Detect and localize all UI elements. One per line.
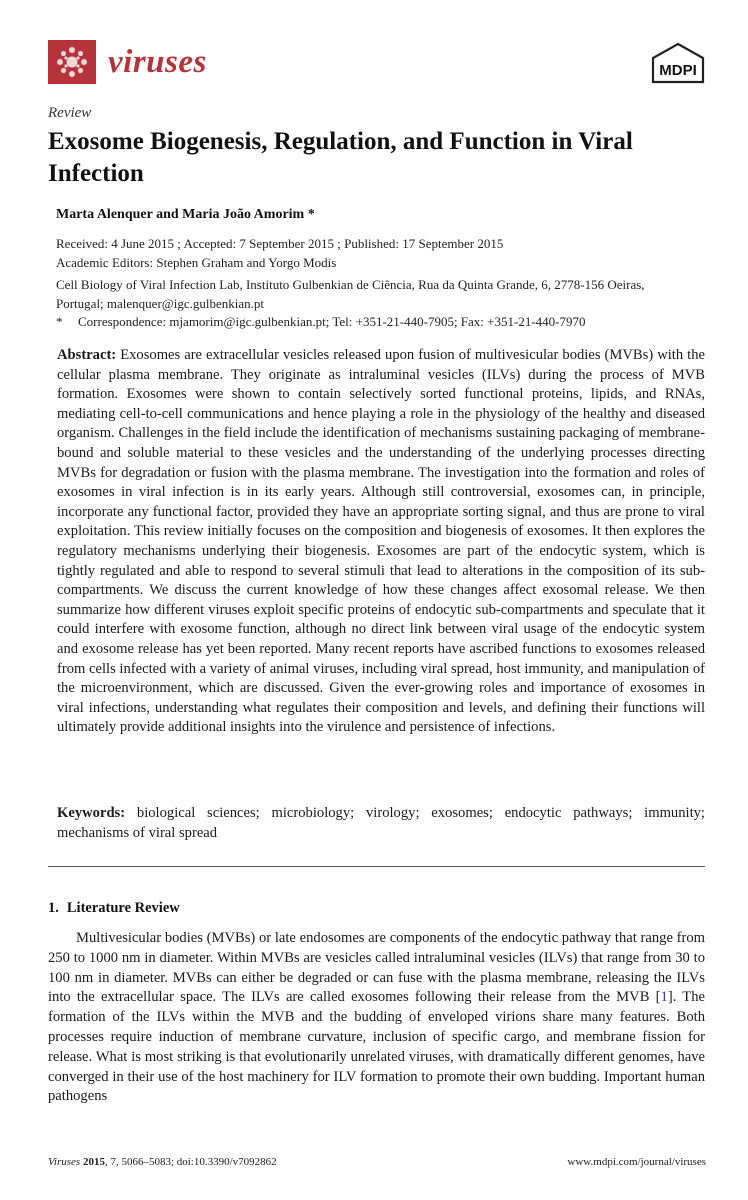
correspondence-text: Correspondence: mjamorim@igc.gulbenkian.pt; Tel: +351-21-440-7905; Fax: +351-21-440-7970 <box>78 314 586 329</box>
abstract-text: Exosomes are extracellular vesicles released upon fusion of multivesicular bodies (MVBs) with the cellular plasma membrane. They originate as intraluminal vesicles (ILVs) during the process of MVB formation. Exosomes were shown to contain selectively sorted functional proteins, lipids, and RNAs, mediating cell-to-cell communications and hence playing a role in the physiology of the healthy and diseased organism. Challenges in the field include the identification of mechanisms sustaining packaging of membrane-bound and soluble material to these vesicles and the understanding of the underlying processes directing MVBs for degradation or fusion with the plasma membrane. The investigation into the formation and roles of exosomes in viral infection is in its early years. Although still controversial, exosomes can, in principle, incorporate any functional factor, provided they have an appropriate sorting signal, and thus are prone to viral exploitation. This review initially focuses on the composition and biogenesis of exosomes. It then explores the regulatory mechanisms underlying their biogenesis. Exosomes are part of the endocytic system, which is tightly regulated and able to respond to several stimuli that lead to alterations in the composition of its sub-compartments. We discuss the current knowledge of how these changes affect exosomal release. We then summarize how different viruses exploit specific proteins of endocytic sub-compartments and speculate that it could interfere with exosome function, although no direct link between viral usage of the endocytic system and exosome release has yet been reported. Many recent reports have ascribed functions to exosomes released from cells infected with a variety of animal viruses, including viral spread, host immunity, and manipulation of the microenvironment, which are discussed. Given the ever-growing roles and importance of exosomes in viral infections, understanding what regulates their composition and levels, and defining their functions will ultimately provide additional insights into the virulence and persistence of infections. <box>57 347 705 736</box>
affiliation-block <box>56 275 716 313</box>
mdpi-logo-text: MDPI <box>659 62 697 79</box>
footer-citation-text: , 7, 5066–5083; doi:10.3390/v7092862 <box>104 1156 277 1168</box>
footer-citation <box>48 1156 277 1168</box>
mdpi-logo-icon <box>650 42 706 84</box>
abstract <box>57 346 705 738</box>
section-title: Literature Review <box>66 900 180 916</box>
correspondence-marker: * <box>56 314 63 329</box>
article-title: Exosome Biogenesis, Regulation, and Function in Viral Infection <box>48 128 633 187</box>
keywords-text: biological sciences; microbiology; virology; exosomes; endocytic pathways; immunity; mechanisms of viral spread <box>57 805 705 841</box>
affiliation-line-2: Portugal; malenquer@igc.gulbenkian.pt <box>56 296 265 311</box>
keywords <box>57 803 705 843</box>
footer-year: 2015 <box>82 1156 105 1168</box>
correspondence <box>56 314 585 330</box>
abstract-label: Abstract: <box>57 347 117 363</box>
journal-logo <box>48 40 96 84</box>
article-dates-block <box>56 234 716 272</box>
authors: Marta Alenquer and Maria João Amorim * <box>56 207 315 222</box>
section-number: 1. <box>48 900 59 916</box>
article-type: Review <box>48 105 92 121</box>
journal-header <box>48 40 706 86</box>
citation-link[interactable]: 1 <box>660 989 668 1006</box>
body-text-part-2: ]. The formation of the ILVs within the MVB and the budding of enveloped virions share many features. Both processes require induction of membrane curvature, inclusion of specific cargo, and membrane fission for release. What is most striking is that evolutionarily unrelated viruses, with dramatically different genomes, have converged in their use of the host machinery for ILV formation to promote their own budding. Important human pathogens <box>48 989 705 1105</box>
section-heading <box>48 900 180 917</box>
journal-name: viruses <box>108 44 207 80</box>
keywords-label: Keywords: <box>57 805 126 821</box>
affiliation-line-1: Cell Biology of Viral Infection Lab, Instituto Gulbenkian de Ciência, Rua da Quinta Grande, 6, 2778-156 Oeiras, <box>56 277 645 292</box>
virus-logo-icon <box>55 45 89 79</box>
section-body <box>48 929 705 1107</box>
footer-url[interactable]: www.mdpi.com/journal/viruses <box>567 1156 706 1168</box>
section-divider <box>48 866 705 867</box>
body-text-part-1: Multivesicular bodies (MVBs) or late endosomes are components of the endocytic pathway that range from 250 to 1000 nm in diameter. Within MVBs are vesicles called intraluminal vesicles (ILVs) that range from 30 to 100 nm in diameter. MVBs can either be degraded or can fuse with the plasma membrane, releasing the ILVs into the extracellular space. The ILVs are called exosomes following their release from the MVB [ <box>48 930 705 1006</box>
footer-journal: Viruses <box>48 1156 81 1168</box>
academic-editors: Academic Editors: Stephen Graham and Yorgo Modis <box>56 255 337 270</box>
article-dates: Received: 4 June 2015 ; Accepted: 7 September 2015 ; Published: 17 September 2015 <box>56 236 504 251</box>
